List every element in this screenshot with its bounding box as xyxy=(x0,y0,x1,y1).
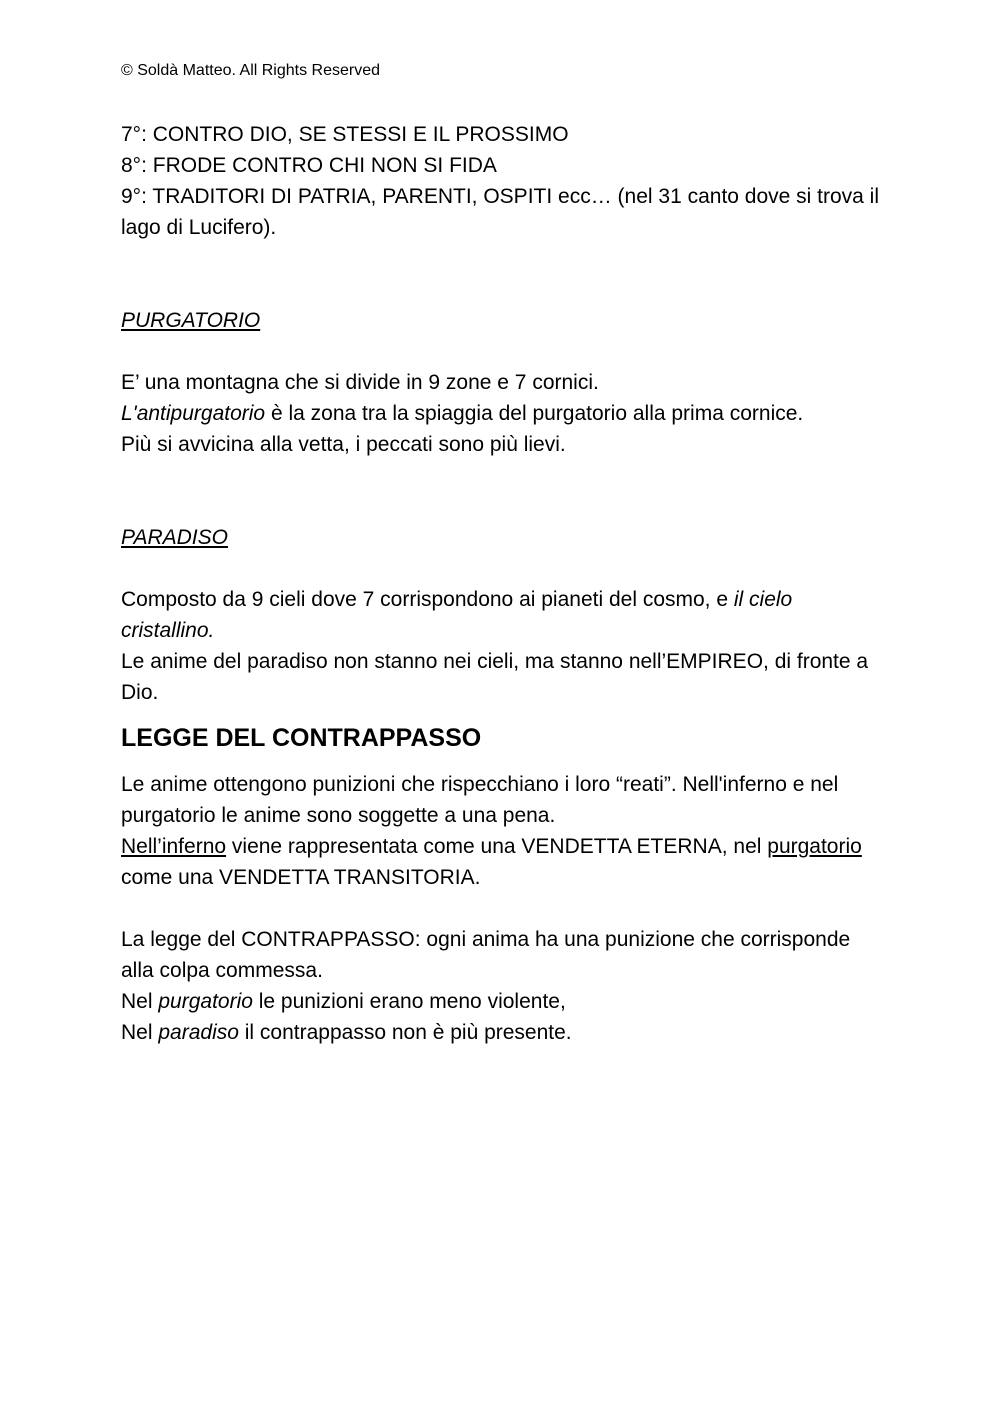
contrappasso-para-4-end: le punizioni erano meno violente, xyxy=(252,990,566,1013)
paradiso-italic-term: paradiso xyxy=(158,1021,239,1044)
inferno-circle-7: 7°: CONTRO DIO, SE STESSI E IL PROSSIMO xyxy=(121,123,569,146)
inferno-circle-9: 9°: TRADITORI DI PATRIA, PARENTI, OSPITI ecc… (nel 31 canto dove si trova il lago di Lucifero). xyxy=(121,185,880,239)
purgatorio-line-1: E’ una montagna che si divide in 9 zone e 7 cornici. xyxy=(121,371,599,394)
contrappasso-para-2-end: come una VENDETTA TRANSITORIA. xyxy=(121,866,481,889)
document-body xyxy=(121,119,881,1048)
purgatorio-italic-term: purgatorio xyxy=(158,990,253,1013)
paradiso-line-1-start: Composto da 9 cieli dove 7 corrispondono ai pianeti del cosmo, e xyxy=(121,588,734,611)
contrappasso-para-5-start: Nel xyxy=(121,1021,159,1044)
contrappasso-para-1: Le anime ottengono punizioni che rispecchiano i loro “reati”. Nell'inferno e nel purgatorio le anime sono soggette a una pena. xyxy=(121,773,839,827)
contrappasso-para-2 xyxy=(121,831,881,893)
paradiso-line-1 xyxy=(121,584,881,646)
purgatorio-line-2 xyxy=(121,398,881,429)
contrappasso-para-2-mid: viene rappresentata come una VENDETTA ETERNA, nel xyxy=(226,835,768,858)
contrappasso-para-5 xyxy=(121,1017,881,1048)
antipurgatorio-term: L'antipurgatorio xyxy=(121,402,266,425)
contrappasso-para-5-end: il contrappasso non è più presente. xyxy=(238,1021,572,1044)
contrappasso-para-4-start: Nel xyxy=(121,990,159,1013)
inferno-circle-8: 8°: FRODE CONTRO CHI NON SI FIDA xyxy=(121,154,497,177)
contrappasso-para-3: La legge del CONTRAPPASSO: ogni anima ha una punizione che corrisponde alla colpa commessa. xyxy=(121,928,851,982)
purgatorio-term: purgatorio xyxy=(767,835,862,858)
contrappasso-para-4 xyxy=(121,986,881,1017)
contrappasso-heading: LEGGE DEL CONTRAPPASSO xyxy=(121,724,482,752)
purgatorio-line-2-rest: è la zona tra la spiaggia del purgatorio alla prima cornice. xyxy=(265,402,804,425)
inferno-term: Nell’inferno xyxy=(121,835,227,858)
paradiso-line-2: Le anime del paradiso non stanno nei cieli, ma stanno nell’EMPIREO, di fronte a Dio. xyxy=(121,650,869,704)
cielo-cristallino-term: il cielo cristallino. xyxy=(121,588,793,642)
purgatorio-heading: PURGATORIO xyxy=(121,309,261,332)
purgatorio-line-3: Più si avvicina alla vetta, i peccati sono più lievi. xyxy=(121,433,566,456)
copyright-header: © Soldà Matteo. All Rights Reserved xyxy=(121,62,381,79)
paradiso-heading: PARADISO xyxy=(121,526,228,549)
